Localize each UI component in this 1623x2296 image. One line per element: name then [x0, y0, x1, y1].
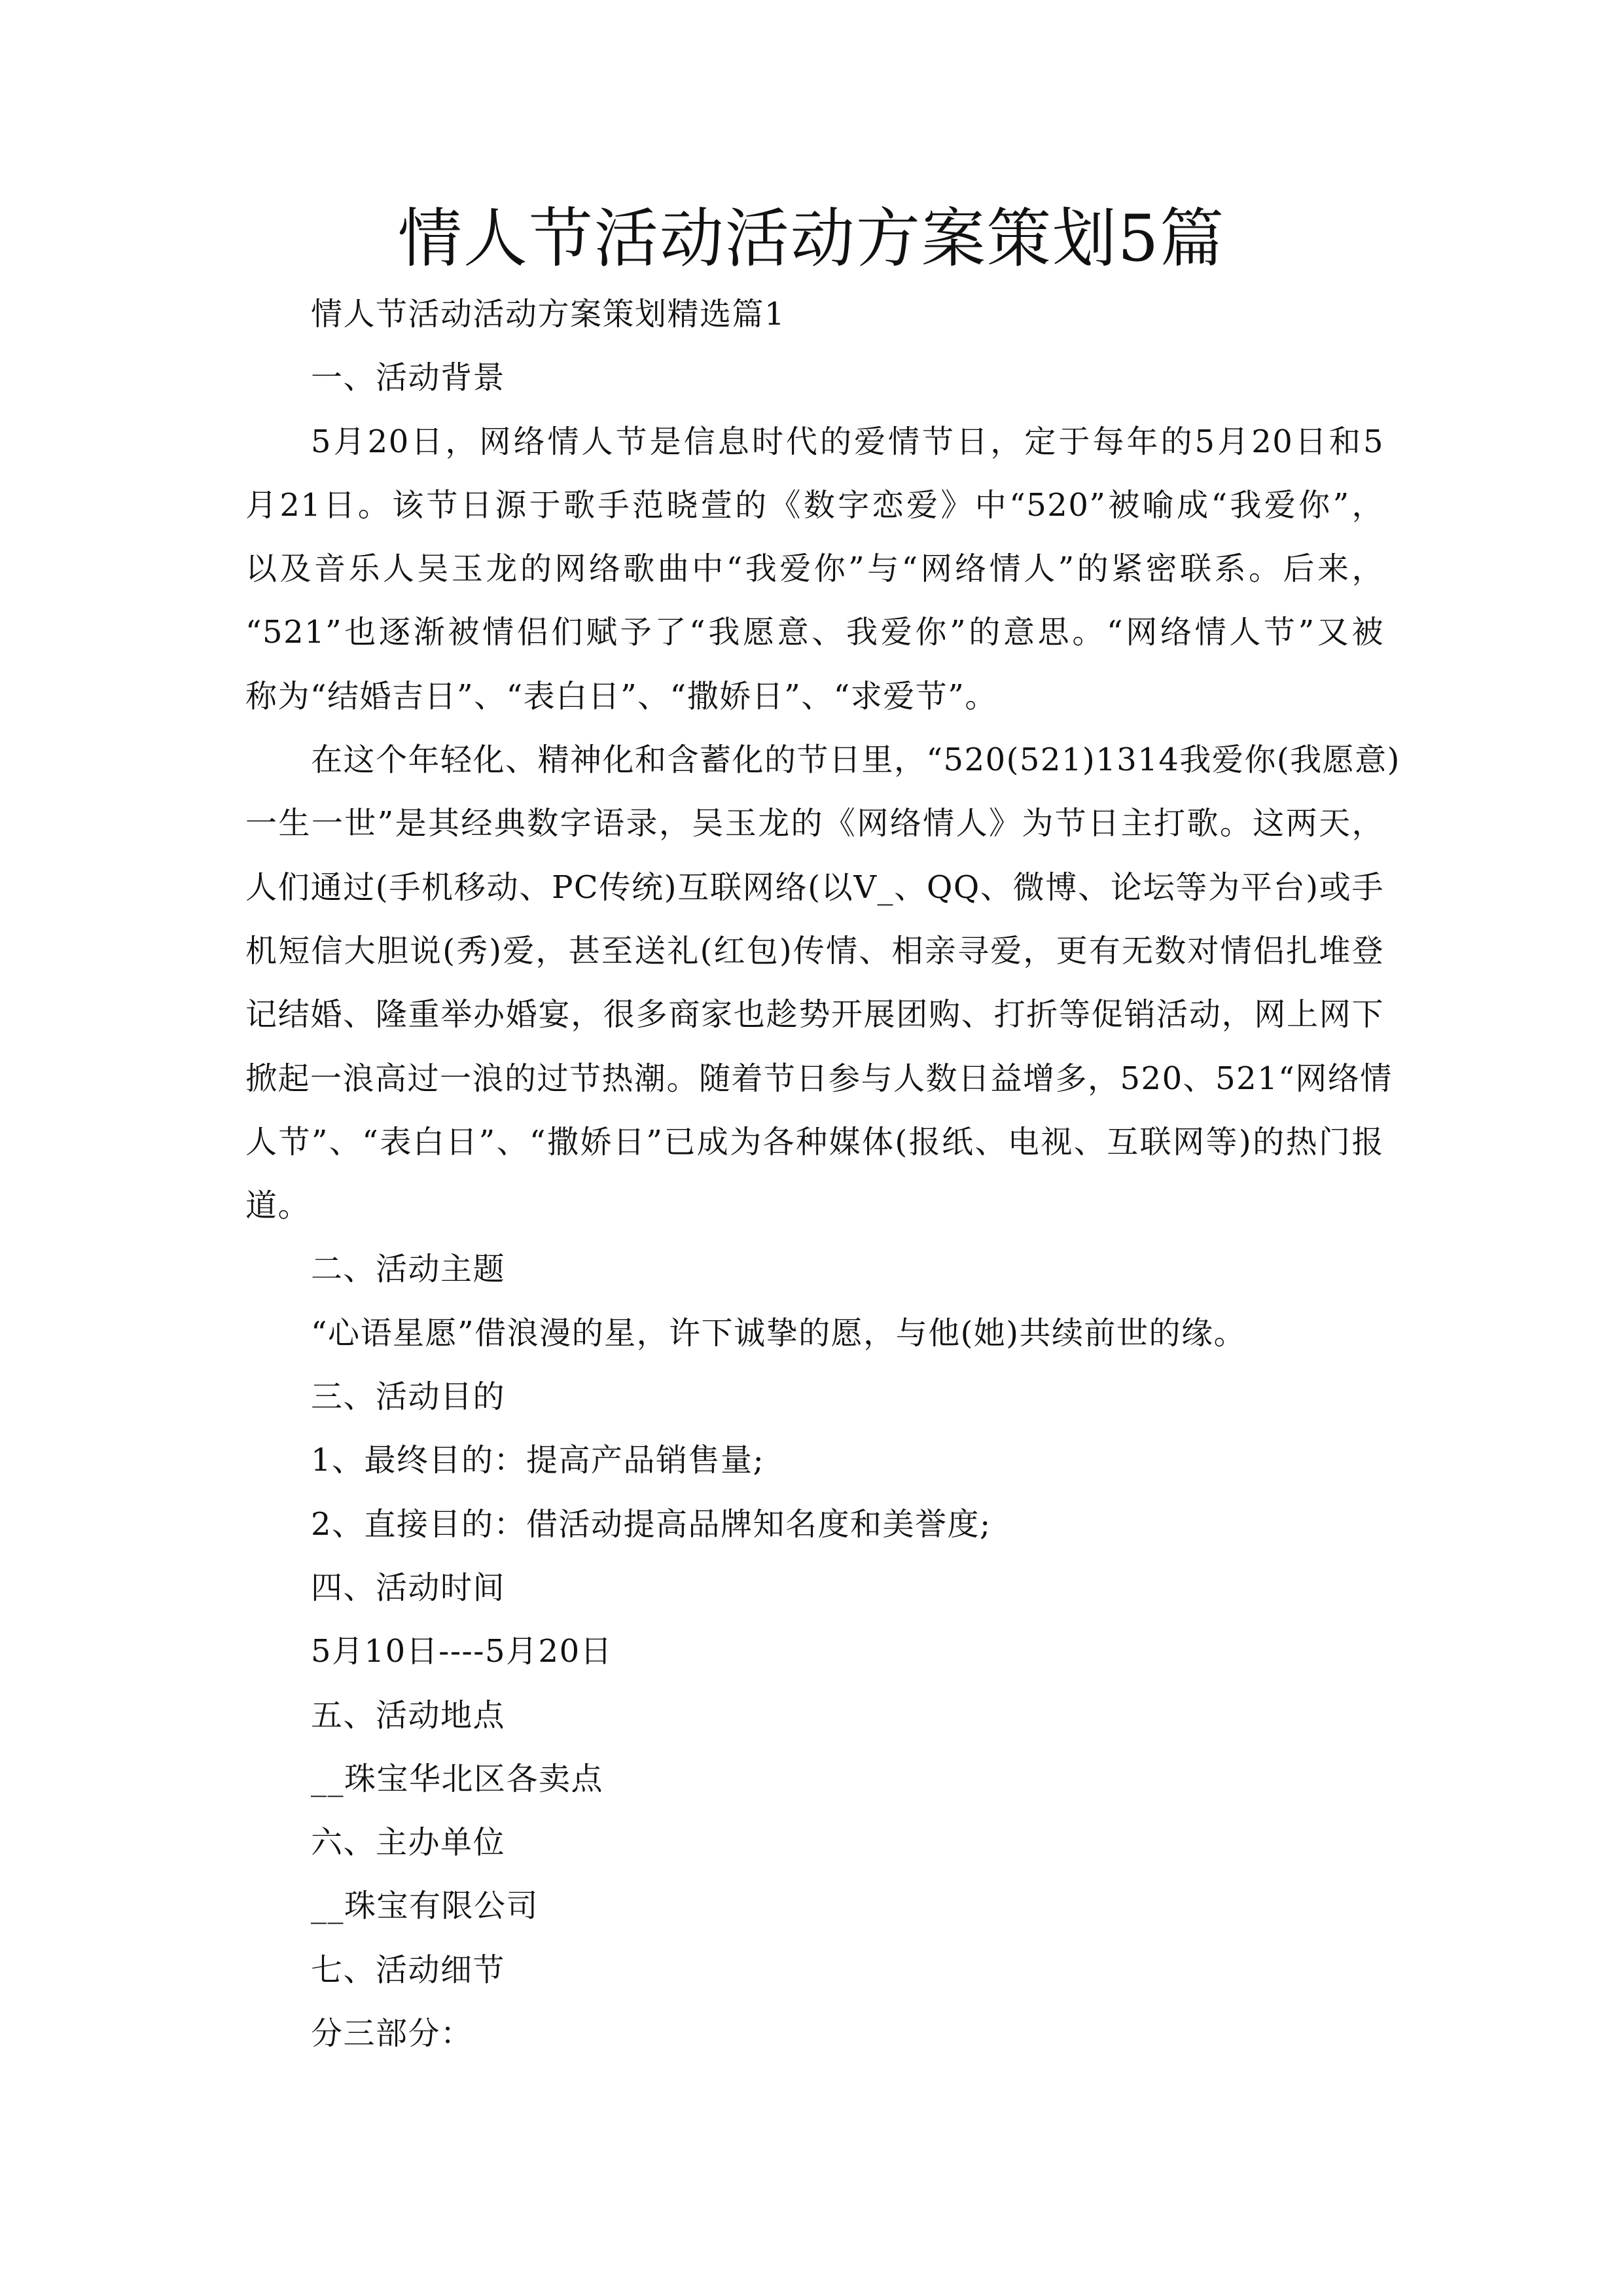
text-line: 月21日。该节日源于歌手范晓萱的《数字恋爱》中“520”被喻成“我爱你”， — [245, 486, 1384, 524]
text-line: 5月20日，网络情人节是信息时代的爱情节日，定于每年的5月20日和5 — [311, 423, 1384, 460]
text-line: 二、活动主题 — [311, 1251, 506, 1288]
text-line: 称为“结婚吉日”、“表白日”、“撒娇日”、“求爱节”。 — [245, 677, 997, 715]
text-line: 机短信大胆说(秀)爱，甚至送礼(红包)传情、相亲寻爱，更有无数对情侣扎堆登 — [245, 932, 1384, 969]
text-line: 五、活动地点 — [311, 1696, 506, 1734]
text-line: 四、活动时间 — [311, 1569, 506, 1606]
document-body — [245, 283, 1400, 2066]
text-line: 三、活动目的 — [311, 1378, 506, 1416]
text-line: “心语星愿”借浪漫的星，许下诚挚的愿，与他(她)共续前世的缘。 — [311, 1314, 1247, 1352]
text-line: 掀起一浪高过一浪的过节热潮。随着节日参与人数日益增多，520、521“网络情 — [245, 1060, 1393, 1097]
document-title: 情人节活动活动方案策划5篇 — [397, 202, 1226, 276]
text-line: 道。 — [245, 1187, 311, 1225]
text-line: 人节”、“表白日”、“撒娇日”已成为各种媒体(报纸、电视、互联网等)的热门报 — [245, 1123, 1384, 1160]
text-line: 情人节活动活动方案策划精选篇1 — [311, 296, 786, 332]
text-line: 六、主办单位 — [311, 1824, 506, 1861]
text-line: 分三部分： — [311, 2015, 473, 2053]
text-line: __珠宝华北区各卖点 — [311, 1760, 604, 1797]
text-line: 1、最终目的：提高产品销售量; — [311, 1442, 765, 1479]
text-line: 在这个年轻化、精神化和含蓄化的节日里，“520(521)1314我爱你(我愿意) — [311, 742, 1400, 779]
text-line: __珠宝有限公司 — [311, 1888, 539, 1925]
text-line: “521”也逐渐被情侣们赋予了“我愿意、我爱你”的意思。“网络情人节”又被 — [245, 614, 1384, 651]
text-line: 2、直接目的：借活动提高品牌知名度和美誉度; — [311, 1505, 991, 1543]
text-line: 记结婚、隆重举办婚宴，很多商家也趁势开展团购、打折等促销活动，网上网下 — [245, 996, 1384, 1033]
text-line: 人们通过(手机移动、PC传统)互联网络(以V_、QQ、微博、论坛等为平台)或手 — [245, 869, 1384, 906]
text-line: 一生一世”是其经典数字语录，吴玉龙的《网络情人》为节日主打歌。这两天， — [245, 805, 1384, 842]
text-line: 以及音乐人吴玉龙的网络歌曲中“我爱你”与“网络情人”的紧密联系。后来， — [245, 550, 1384, 588]
text-line: 5月10日----5月20日 — [311, 1633, 613, 1670]
text-line: 七、活动细节 — [311, 1951, 506, 1988]
text-line: 一、活动背景 — [311, 359, 506, 397]
